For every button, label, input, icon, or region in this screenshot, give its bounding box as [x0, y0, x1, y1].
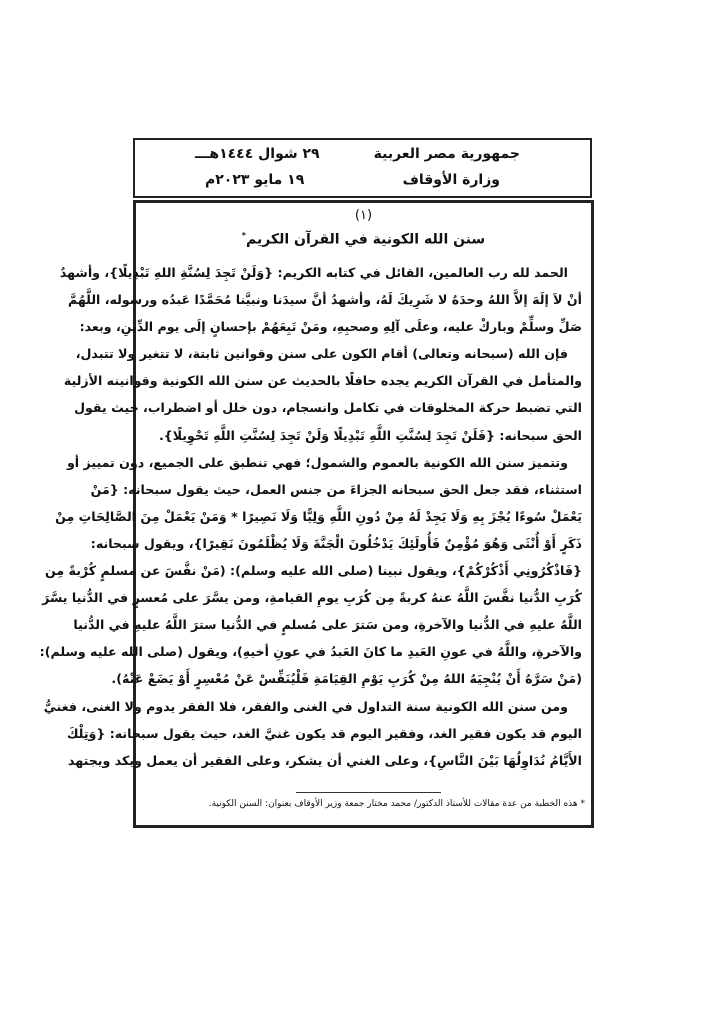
footnote-divider: [296, 792, 441, 793]
text-line: والآخرةِ، واللَّهُ في عونِ العَبدِ ما كانَ العَبدُ في عونِ أخيهِ)، ويقول (صلى الله عليه وسلم):: [39, 644, 582, 660]
sermon-title: [136, 231, 591, 248]
ministry-name: وزارة الأوقاف: [402, 172, 500, 188]
text-line: اللَّهُ عليهِ في الدُّنيا والآخرةِ، ومن سَترَ على مُسلمٍ في الدُّنيا سترَ اللَّهُ عليهِ في الدُّنيا: [73, 617, 582, 633]
text-line: (مَنْ سَرَّهُ أَنْ يُنْجِيَهُ اللهُ مِنْ كُرَبِ يَوْمِ القِيَامَةِ فَلْيُنَفِّسْ عَنْ مُعْسِرٍ أَوْ يَضَعْ عَنْهُ).: [111, 671, 582, 687]
text-line: التي تضبط حركة المخلوقات في تكامل وانسجام، دون خلل أو اضطراب، حيث يقول: [74, 400, 582, 416]
text-line: ذَكَرٍ أَوْ أُنْثَى وَهُوَ مُؤْمِنٌ فَأُولَئِكَ يَدْخُلُونَ الْجَنَّةَ وَلَا يُظْلَمُونَ نَقِيرًا}، ويقول سبحانه:: [90, 535, 582, 551]
gregorian-date: ١٩ مايو ٢٠٢٣م: [205, 172, 305, 188]
footnote-marker: *: [241, 231, 246, 240]
text-line: الحمد لله رب العالمين، القائل في كتابه الكريم: {وَلَنْ تَجِدَ لِسُنَّةِ اللهِ تَبْدِيلًا}، وأشهدُ: [59, 265, 568, 280]
text-line: والمتأمل في القرآن الكريم يجده حافلًا بالحديث عن سنن الله الكونية وقوانينه الأزلية: [63, 373, 582, 389]
text-line: أنْ لاَ إلَهَ إلاَّ اللهُ وحدَهُ لا شَرِيكَ لَهُ، وأشهدُ أنَّ سيدَنا ونبيَّنا مُحَمَّدًا عَبدُه ورسوله، اللَّهُمَّ: [67, 292, 582, 308]
text-line: الأَيَّامُ نُدَاوِلُهَا بَيْنَ النَّاسِ}، وعلى الغني أن يشكر، وعلى الفقير أن يعمل ويكد ويجتهد: [67, 752, 582, 768]
footnote: * هذه الخطبة من عدة مقالات للأستاذ الدكتور/ محمد مختار جمعة وزير الأوقاف بعنوان: السنن الكونية.: [208, 799, 585, 809]
sermon-number: (١): [354, 208, 373, 223]
sermon-body: [39, 200, 594, 828]
sermon-title-text: سنن الله الكونية في القرآن الكريم: [245, 231, 486, 248]
text-line: الحق سبحانه: {فَلَنْ تَجِدَ لِسُنَّتِ اللَّهِ تَبْدِيلًا وَلَنْ تَجِدَ لِسُنَّتِ اللَّهِ تَحْوِيلًا}.: [158, 427, 582, 443]
text-line: ومن سنن الله الكونية سنة التداول في الغنى والفقر، فلا الفقر يدوم ولا الغنى، فغنيُّ: [43, 698, 568, 714]
text-line: فإن الله (سبحانه وتعالى) أقام الكون على سنن وقوانين ثابتة، لا تتغير ولا تتبدل،: [75, 346, 568, 362]
sermon-text: [39, 259, 582, 774]
text-line: صَلِّ وسلِّمْ وباركْ عليه، وعلَى آلِهِ وصحبِهِ، ومَنْ تَبِعَهُمْ بإحسانٍ إلَى يوم الدِّينِ، وبعد:: [79, 319, 582, 335]
text-line: وتتميز سنن الله الكونية بالعموم والشمول؛ فهي تنطبق على الجميع، دون تمييز أو: [66, 454, 568, 470]
country-name: جمهورية مصر العربية: [373, 146, 520, 162]
text-line: اليوم قد يكون فقير الغد، وفقير اليوم قد يكون غنيَّ الغد، حيث يقول سبحانه: {وَتِلْكَ: [66, 725, 582, 741]
hijri-date: ٢٩ شوال ١٤٤٤هـــ: [195, 146, 320, 162]
text-line: كُرَبِ الدُّنيا نفَّسَ اللَّهُ عنهُ كربةً مِن كُرَبِ يومِ القيامةِ، ومن يسَّرَ على مُعسرٍ في الدُّنيا يسَّرَ: [42, 590, 582, 606]
text-line: يَعْمَلْ سُوءًا يُجْزَ بِهِ وَلَا يَجِدْ لَهُ مِنْ دُونِ اللَّهِ وَلِيًّا وَلَا نَصِيرًا * وَمَنْ يَعْمَلْ مِنَ الصَّالِحَاتِ مِنْ: [55, 508, 582, 524]
text-line: {فَاذْكُرُونِي أَذْكُرْكُمْ}، ويقول نبينا (صلى الله عليه وسلم): (مَنْ نفَّسَ عن مسلمٍ كُرْبةً مِن: [45, 563, 582, 579]
document-header: [133, 138, 592, 198]
text-line: استثناء، فقد جعل الحق سبحانه الجزاءَ من جنس العمل، حيث يقول سبحانه: {مَنْ: [90, 481, 582, 497]
